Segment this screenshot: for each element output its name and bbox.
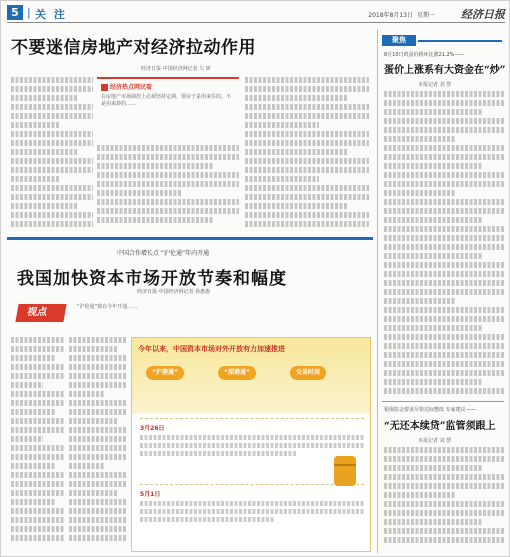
article2-kicker: 中国合作增长点 “沪伦通”年内开通 <box>117 250 210 257</box>
issue-date: 2018年8月13日 <box>368 12 413 19</box>
issue-weekday: 星期一 <box>416 12 435 19</box>
right-article2-text <box>384 447 504 547</box>
infographic-pill-1: “沪港通” <box>146 366 184 380</box>
infographic-row-1 <box>140 418 364 456</box>
right-article1-byline: 本报记者 刘 慧 <box>418 82 452 88</box>
infographic-row-2 <box>140 484 364 522</box>
infographic-title: 今年以来，中国资本市场对外开放有力加速推进 <box>138 345 285 353</box>
right-article2-headline[interactable]: “无还本续贷”监管须跟上 <box>384 421 496 432</box>
right-column-divider <box>382 401 504 402</box>
focus-tag: 聚焦 <box>382 35 416 46</box>
focus-strip <box>418 40 502 42</box>
viewpoint-label: 视点 <box>15 304 66 322</box>
article2 <box>7 237 373 323</box>
infographic-row-1-date: 3月26日 <box>140 425 165 432</box>
infographic-pill-3: 交易时间 <box>290 366 326 380</box>
oil-barrel-icon <box>334 456 356 486</box>
article1-text-col2 <box>97 145 239 231</box>
infographic <box>131 337 371 552</box>
page-header <box>7 5 505 23</box>
callout-text: 在房地产市场调控上必须坚持定调，要房子是用来住的、不是用来炒的…… <box>101 94 232 107</box>
article2-byline: 经济日报·中国经济网记者 孙惠惠 <box>137 289 211 295</box>
viewpoint-text: “沪伦通”将在今年开通…… <box>77 304 138 310</box>
article1-text-col3 <box>245 77 369 232</box>
article2-headline[interactable]: 我国加快资本市场开放节奏和幅度 <box>17 269 287 289</box>
article1-headline[interactable]: 不要迷信房地产对经济拉动作用 <box>11 38 256 58</box>
article1-text-col1 <box>11 77 93 232</box>
right-article2-byline: 本报记者 刘 慧 <box>418 438 452 444</box>
right-article1-headline[interactable]: 蛋价上涨系有大资金在“炒” <box>384 65 506 76</box>
section-title: 关 注 <box>35 8 67 21</box>
article1-callout <box>97 77 239 139</box>
right-article2-kicker: 银保监会要求尽快达标整改 专家建议—— <box>384 407 476 413</box>
right-article1-text <box>384 91 504 397</box>
article1-byline: 经济日报·中国经济网记者 欠 妍 <box>141 66 211 72</box>
infographic-row-2-date: 5月1日 <box>140 491 161 498</box>
right-article1-kicker: 8月10日鸡蛋价格环比涨21.2%—— <box>384 52 465 58</box>
infographic-pill-2: “深港通” <box>218 366 256 380</box>
right-column <box>377 29 505 553</box>
header-separator: | <box>27 6 31 19</box>
newspaper-masthead: 经济日报 <box>461 8 505 21</box>
callout-icon <box>101 84 108 91</box>
article2-text-col1 <box>11 337 65 551</box>
callout-title: 经济热点网民看 <box>110 84 153 91</box>
page-number: 5 <box>7 5 23 20</box>
article2-text-col2 <box>69 337 127 551</box>
